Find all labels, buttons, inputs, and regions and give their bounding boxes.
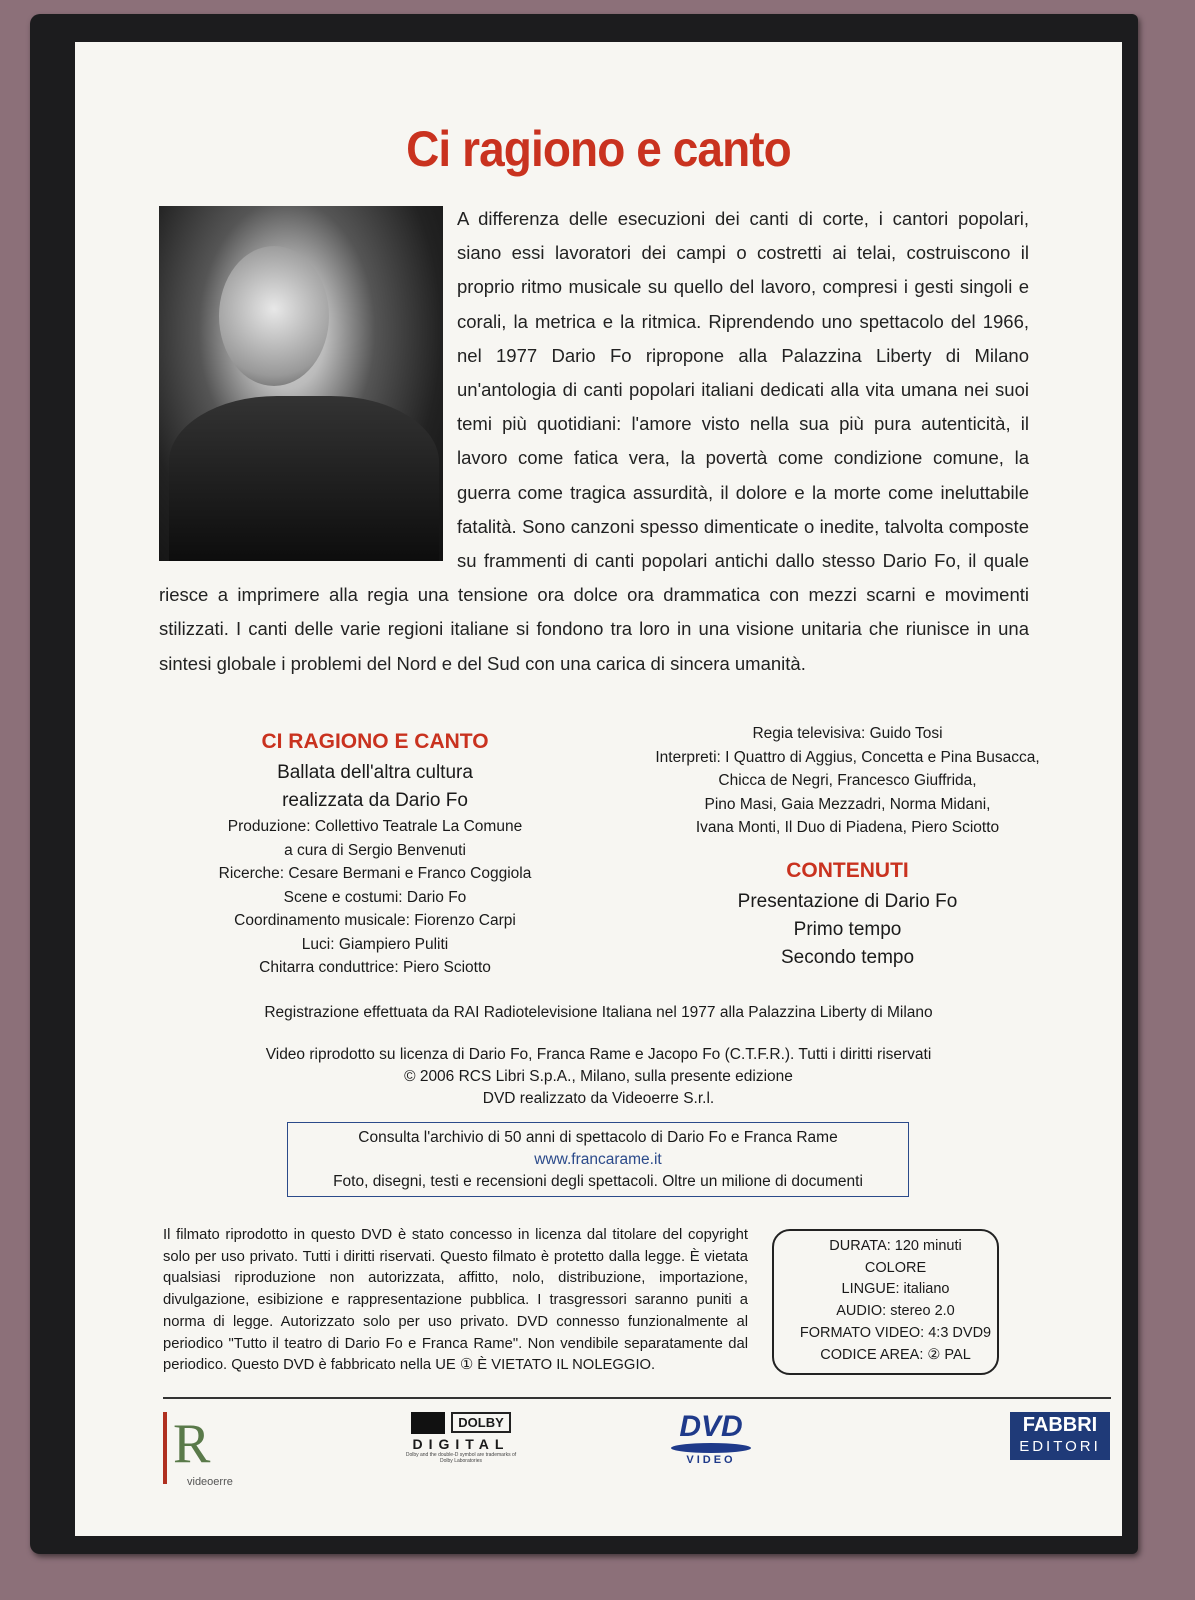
fabbri-editori-logo: FABBRI EDITORI — [1010, 1412, 1110, 1460]
credits-heading: CI RAGIONO E CANTO — [261, 730, 489, 753]
credits-right — [605, 722, 1090, 972]
credit-line: Chicca de Negri, Francesco Giuffrida, — [718, 772, 977, 789]
credit-line: Coordinamento musicale: Fiorenzo Carpi — [234, 912, 516, 929]
spec-audio: AUDIO: stereo 2.0 — [836, 1303, 955, 1320]
logo-bar — [163, 1412, 1111, 1492]
intro-paragraph: A differenza delle esecuzioni dei canti di corte, i cantori popolari, siano essi lavoratori dei campi o costretti ai telai, costruiscono il proprio ritmo musicale su quello del lavoro, compresi i gesti singoli e corali, la metrica e la ritmica. Riprendendo uno spettacolo del 1966, nel 1977 Dario Fo ripropone alla Palazzina Liberty di Milano un'antologia di canti popolari italiani dedicati alla vita umana nei suoi temi più quotidiani: l'amore visto nella sua più pura autenticità, il lavoro come fatica vera, la povertà come condizione comune, la guerra come tragica assurdità, il dolore e la morte come ineluttabile fatalità. Sono canzoni spesso dimenticate o inedite, talvolta composte su frammenti di canti popolari antichi dallo stesso Dario Fo, il quale riesce a imprimere alla regia una tensione ora dolce ora drammatica con mezzi scarni e movimenti stilizzati. I canti delle varie regioni italiane si fondono tra loro in una visione unitaria che riunisce in una sintesi globale i problemi del Nord e del Sud con una carica di sincera umanità. — [159, 208, 1029, 674]
dvd-video-logo: DVD VIDEO — [668, 1412, 754, 1466]
subtitle-line: realizzata da Dario Fo — [282, 790, 468, 811]
credit-line: a cura di Sergio Benvenuti — [284, 841, 466, 859]
credit-line: Luci: Giampiero Puliti — [301, 935, 449, 953]
contents-heading: CONTENUTI — [786, 858, 909, 882]
archive-line: Consulta l'archivio di 50 anni di spettacolo di Dario Fo e Franca Rame — [358, 1129, 838, 1146]
legal-notice: Il filmato riprodotto in questo DVD è stato concesso in licenza dal titolare del copyright solo per uso privato. Tutti i diritti riservati. Questo filmato è protetto dalla legge. È vietata qualsiasi riproduzione non autorizzata, affitto, nolo, distribuzione, importazione, divulgazione, esibizione e rappresentazione pubblica. I trasgressori saranno puniti a norma di legge. Autorizzato solo per uso privato. DVD connesso funzionalmente al periodico "Tutto il teatro di Dario Fo e Franca Rame". Non vendibile separatamente dal periodico. Questo DVD è fabbricato nella UE ① È VIETATO IL NOLEGGIO. — [163, 1227, 748, 1374]
dolby-digital-logo: DOLBY DIGITAL Dolby and the double-D symbol are trademarks of Dolby Laboratories — [401, 1412, 521, 1464]
producer-line: DVD realizzato da Videoerre S.r.l. — [482, 1090, 715, 1107]
contents-item: Secondo tempo — [780, 946, 915, 968]
archive-line: Foto, disegni, testi e recensioni degli spettacoli. Oltre un milione di documenti — [333, 1173, 863, 1190]
contents-item: Primo tempo — [793, 918, 902, 940]
disc-icon — [671, 1443, 751, 1453]
credit-line: Regia televisiva: Guido Tosi — [752, 725, 943, 742]
credit-line: Scene e costumi: Dario Fo — [283, 888, 467, 906]
archive-box — [287, 1122, 909, 1197]
credits-left — [205, 725, 545, 980]
subtitle-line: Ballata dell'altra cultura — [277, 762, 473, 783]
credit-line: Ivana Monti, Il Duo di Piadena, Piero Sciotto — [695, 819, 1000, 836]
page-title: Ci ragiono e canto — [406, 121, 791, 177]
spec-duration: DURATA: 120 minuti — [829, 1238, 962, 1254]
performer-photo — [159, 206, 443, 561]
archive-link[interactable]: www.francarame.it — [534, 1151, 662, 1168]
credit-line: Pino Masi, Gaia Mezzadri, Norma Midani, — [704, 795, 991, 813]
credit-line: Interpreti: I Quattro di Aggius, Concetta e Pina Busacca, — [655, 748, 1040, 766]
spec-format: FORMATO VIDEO: 4:3 DVD9 — [799, 1324, 992, 1341]
cover-sheet — [75, 42, 1122, 1536]
credit-line: Ricerche: Cesare Bermani e Franco Coggiola — [218, 865, 532, 882]
contents-item: Presentazione di Dario Fo — [737, 890, 958, 912]
copyright-line: © 2006 RCS Libri S.p.A., Milano, sulla presente edizione — [404, 1068, 793, 1085]
credit-line: Produzione: Collettivo Teatrale La Comune — [227, 818, 523, 835]
credit-line: Chitarra conduttrice: Piero Sciotto — [259, 959, 491, 976]
videoerre-logo: R videoerre — [163, 1412, 248, 1484]
double-d-icon — [411, 1412, 445, 1434]
spec-languages: LINGUE: italiano — [841, 1281, 950, 1298]
spec-color: COLORE — [864, 1259, 927, 1276]
spec-region: CODICE AREA: ② PAL — [820, 1346, 971, 1363]
recording-note: Registrazione effettuata da RAI Radiotelevisione Italiana nel 1977 alla Palazzina Liberty di Milano — [264, 1004, 933, 1021]
specs-box — [772, 1229, 999, 1375]
license-line: Video riprodotto su licenza di Dario Fo, Franca Rame e Jacopo Fo (C.T.F.R.). Tutti i diritti riservati — [265, 1046, 932, 1063]
intro-text — [159, 202, 1029, 681]
divider — [163, 1397, 1111, 1399]
